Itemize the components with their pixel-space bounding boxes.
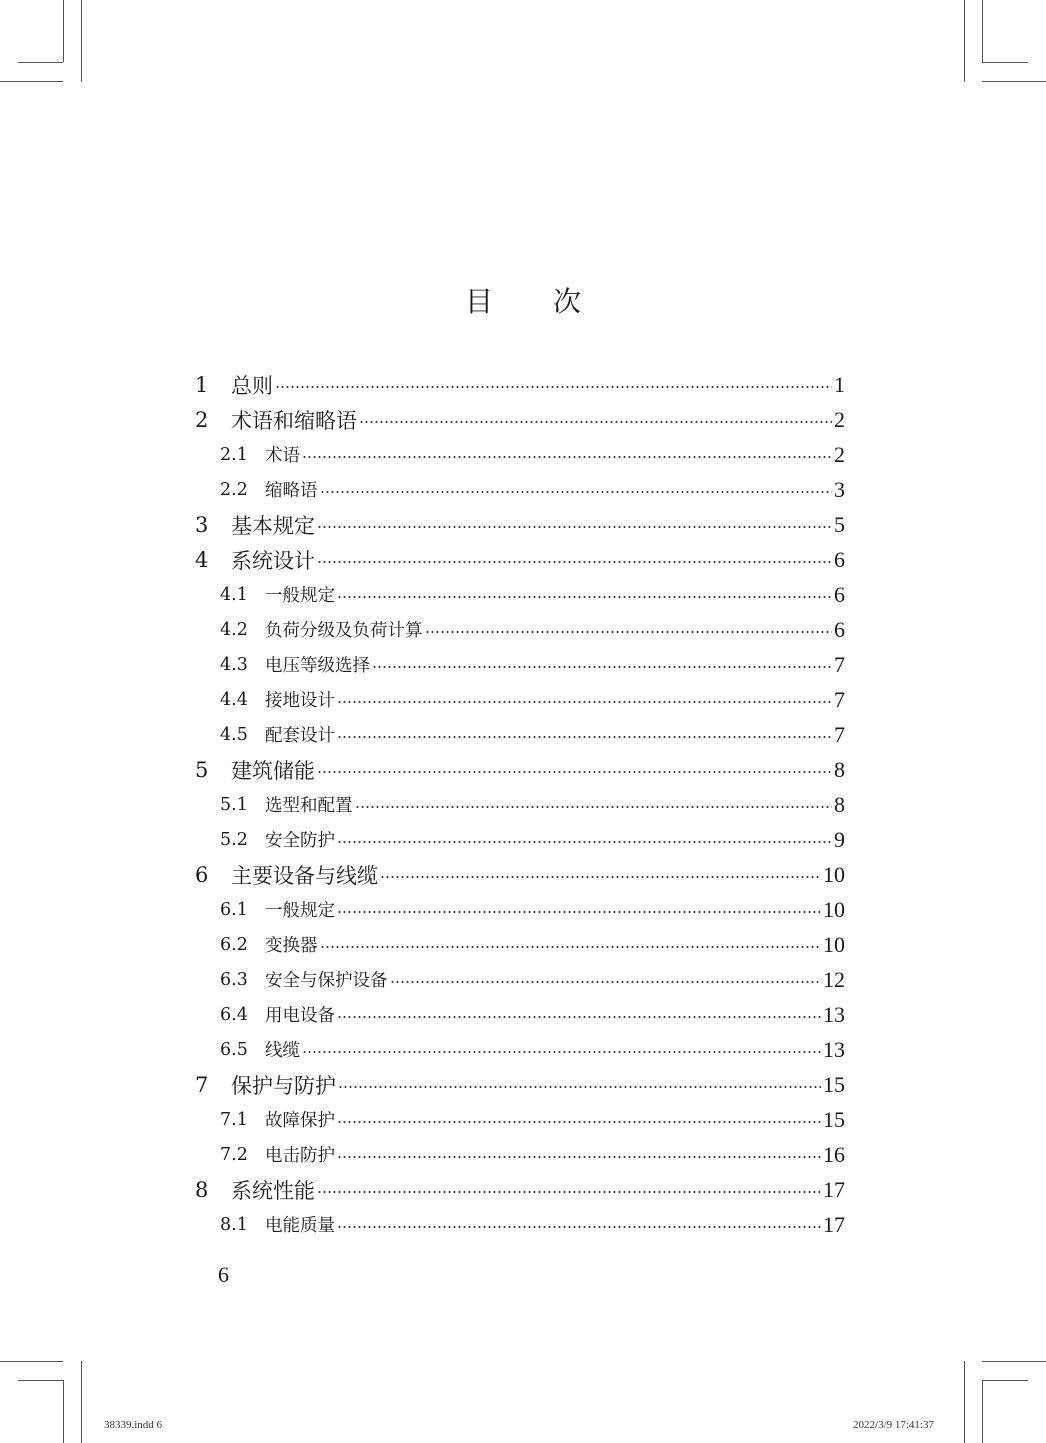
toc-entry-number: 1 <box>195 372 209 397</box>
toc-entry-number: 4 <box>195 547 209 572</box>
toc-entry-page: 3 <box>834 476 845 502</box>
toc-entry-title: 系统设计 <box>231 548 315 573</box>
toc-entry-number: 6.2 <box>220 934 248 955</box>
toc-entry-page: 13 <box>823 1036 845 1062</box>
toc-entry-title: 接地设计 <box>265 691 335 711</box>
toc-entry-page: 6 <box>834 616 845 642</box>
toc-entry-title: 配套设计 <box>265 726 335 746</box>
toc-dot-leader <box>359 420 832 424</box>
crop-mark <box>0 81 63 82</box>
toc-entry[interactable] <box>195 1137 845 1172</box>
toc-entry-page: 10 <box>823 896 845 922</box>
toc-entry-number: 4.2 <box>220 619 248 640</box>
toc-entry-title: 一般规定 <box>265 901 335 921</box>
toc-entry-page: 10 <box>823 861 845 887</box>
toc-entry-title: 术语和缩略语 <box>231 408 357 433</box>
toc-entry[interactable] <box>195 787 845 822</box>
crop-mark <box>964 1361 965 1443</box>
toc-entry-title: 负荷分级及负荷计算 <box>265 621 423 641</box>
toc-entry-number: 4.4 <box>220 689 248 710</box>
toc-entry-number: 7.2 <box>220 1144 248 1165</box>
toc-entry-page: 17 <box>823 1176 845 1202</box>
toc-dot-leader <box>317 560 832 564</box>
toc-entry[interactable] <box>195 752 845 787</box>
toc-dot-leader <box>425 630 833 634</box>
toc-dot-leader <box>337 735 832 739</box>
toc-dot-leader <box>337 1015 821 1019</box>
toc-entry-page: 12 <box>823 966 845 992</box>
toc-entry-title: 总则 <box>231 373 273 398</box>
toc-entry[interactable] <box>195 1032 845 1067</box>
crop-mark <box>964 0 965 82</box>
toc-entry-number: 5 <box>195 757 209 782</box>
toc-entry-title: 系统性能 <box>231 1178 315 1203</box>
toc-entry-number: 5.2 <box>220 829 248 850</box>
toc-entry[interactable] <box>195 682 845 717</box>
toc-entry-title: 建筑储能 <box>231 758 315 783</box>
toc-entry-number: 4.1 <box>220 584 248 605</box>
toc-entry-page: 2 <box>834 406 845 432</box>
toc-entry[interactable] <box>195 822 845 857</box>
crop-mark <box>0 1361 63 1362</box>
toc-entry-number: 8 <box>195 1177 209 1202</box>
toc-dot-leader <box>337 1225 821 1229</box>
toc-entry-title: 安全与保护设备 <box>265 971 388 991</box>
slug-file: 38339.indd 6 <box>104 1419 163 1431</box>
crop-mark <box>81 1361 82 1443</box>
toc-entry-title: 术语 <box>265 446 300 466</box>
crop-mark <box>18 1380 63 1381</box>
toc-entry[interactable] <box>195 437 845 472</box>
toc-entry-page: 8 <box>834 791 845 817</box>
toc-entry-page: 15 <box>823 1106 845 1132</box>
toc-dot-leader <box>372 665 832 669</box>
toc-dot-leader <box>337 910 821 914</box>
toc-entry-title: 电击防护 <box>265 1146 335 1166</box>
toc-entry-page: 2 <box>834 441 845 467</box>
toc-dot-leader <box>317 770 832 774</box>
crop-mark <box>982 0 983 62</box>
toc-dot-leader <box>337 840 832 844</box>
toc-entry-number: 3 <box>195 512 209 537</box>
crop-mark <box>982 81 1046 82</box>
toc-entry-number: 7.1 <box>220 1109 248 1130</box>
crop-mark <box>63 0 64 62</box>
toc-entry[interactable] <box>195 472 845 507</box>
toc-entry-number: 6.3 <box>220 969 248 990</box>
toc-entry-number: 2 <box>195 407 209 432</box>
toc-entry-title: 缩略语 <box>265 481 318 501</box>
toc-dot-leader <box>390 980 822 984</box>
toc-entry-page: 17 <box>823 1211 845 1237</box>
toc-entry-number: 6.4 <box>220 1004 248 1025</box>
toc-dot-leader <box>380 875 821 879</box>
toc-entry[interactable] <box>195 997 845 1032</box>
crop-mark <box>81 0 82 82</box>
toc-entry-number: 6 <box>195 862 209 887</box>
toc-entry-page: 1 <box>834 371 845 397</box>
table-of-contents <box>195 367 845 1242</box>
toc-entry-page: 8 <box>834 756 845 782</box>
crop-mark <box>982 1380 983 1443</box>
toc-entry-number: 2.1 <box>220 444 248 465</box>
toc-entry[interactable] <box>195 1172 845 1207</box>
toc-entry-number: 6.5 <box>220 1039 248 1060</box>
crop-mark <box>18 62 63 63</box>
toc-entry-page: 13 <box>823 1001 845 1027</box>
toc-entry-title: 变换器 <box>265 936 318 956</box>
toc-entry[interactable] <box>195 1207 845 1242</box>
toc-entry-page: 7 <box>834 651 845 677</box>
toc-entry-page: 7 <box>834 686 845 712</box>
toc-entry[interactable] <box>195 402 845 437</box>
toc-dot-leader <box>337 1120 821 1124</box>
toc-entry-title: 一般规定 <box>265 586 335 606</box>
toc-entry-page: 6 <box>834 581 845 607</box>
toc-dot-leader <box>337 700 832 704</box>
toc-entry[interactable] <box>195 1102 845 1137</box>
toc-entry-page: 7 <box>834 721 845 747</box>
toc-entry-page: 16 <box>823 1141 845 1167</box>
toc-dot-leader <box>302 455 832 459</box>
toc-dot-leader <box>320 490 833 494</box>
toc-entry-title: 电压等级选择 <box>265 656 370 676</box>
toc-entry-title: 线缆 <box>265 1041 300 1061</box>
crop-mark <box>63 1380 64 1443</box>
toc-entry[interactable] <box>195 367 845 402</box>
toc-dot-leader <box>317 1190 821 1194</box>
toc-entry-page: 5 <box>834 511 845 537</box>
toc-dot-leader <box>317 525 832 529</box>
toc-entry[interactable] <box>195 927 845 962</box>
page-title-char: 次 <box>553 285 582 318</box>
page-title <box>0 280 1046 330</box>
toc-entry[interactable] <box>195 892 845 927</box>
toc-entry[interactable] <box>195 857 845 892</box>
toc-entry-title: 安全防护 <box>265 831 335 851</box>
toc-entry-title: 用电设备 <box>265 1006 335 1026</box>
toc-entry-title: 电能质量 <box>265 1216 335 1236</box>
toc-entry-page: 15 <box>823 1071 845 1097</box>
page-title-char: 目 <box>464 285 493 318</box>
toc-entry-page: 9 <box>834 826 845 852</box>
toc-entry-page: 10 <box>823 931 845 957</box>
toc-entry-number: 5.1 <box>220 794 248 815</box>
toc-entry-title: 主要设备与线缆 <box>231 863 378 888</box>
toc-entry-title: 选型和配置 <box>265 796 353 816</box>
toc-dot-leader <box>302 1050 821 1054</box>
toc-dot-leader <box>355 805 833 809</box>
toc-dot-leader <box>320 945 822 949</box>
toc-entry-number: 2.2 <box>220 479 248 500</box>
toc-entry[interactable] <box>195 507 845 542</box>
toc-entry-number: 6.1 <box>220 899 248 920</box>
toc-entry[interactable] <box>195 577 845 612</box>
page-number: 6 <box>218 1262 229 1287</box>
crop-mark <box>982 62 1028 63</box>
toc-entry[interactable] <box>195 612 845 647</box>
toc-entry[interactable] <box>195 962 845 997</box>
toc-entry[interactable] <box>195 717 845 752</box>
toc-entry[interactable] <box>195 647 845 682</box>
crop-mark <box>982 1380 1028 1381</box>
toc-entry-number: 7 <box>195 1072 209 1097</box>
toc-dot-leader <box>338 1085 821 1089</box>
toc-entry-title: 保护与防护 <box>231 1073 336 1098</box>
toc-entry-page: 6 <box>834 546 845 572</box>
toc-dot-leader <box>337 595 832 599</box>
toc-entry[interactable] <box>195 1067 845 1102</box>
crop-mark <box>982 1361 1046 1362</box>
toc-dot-leader <box>275 385 832 389</box>
toc-dot-leader <box>337 1155 821 1159</box>
toc-entry-title: 故障保护 <box>265 1111 335 1131</box>
toc-entry-number: 8.1 <box>220 1214 248 1235</box>
slug-timestamp: 2022/3/9 17:41:37 <box>853 1419 934 1431</box>
toc-entry-title: 基本规定 <box>231 513 315 538</box>
toc-entry-number: 4.5 <box>220 724 248 745</box>
toc-entry-number: 4.3 <box>220 654 248 675</box>
toc-entry[interactable] <box>195 542 845 577</box>
